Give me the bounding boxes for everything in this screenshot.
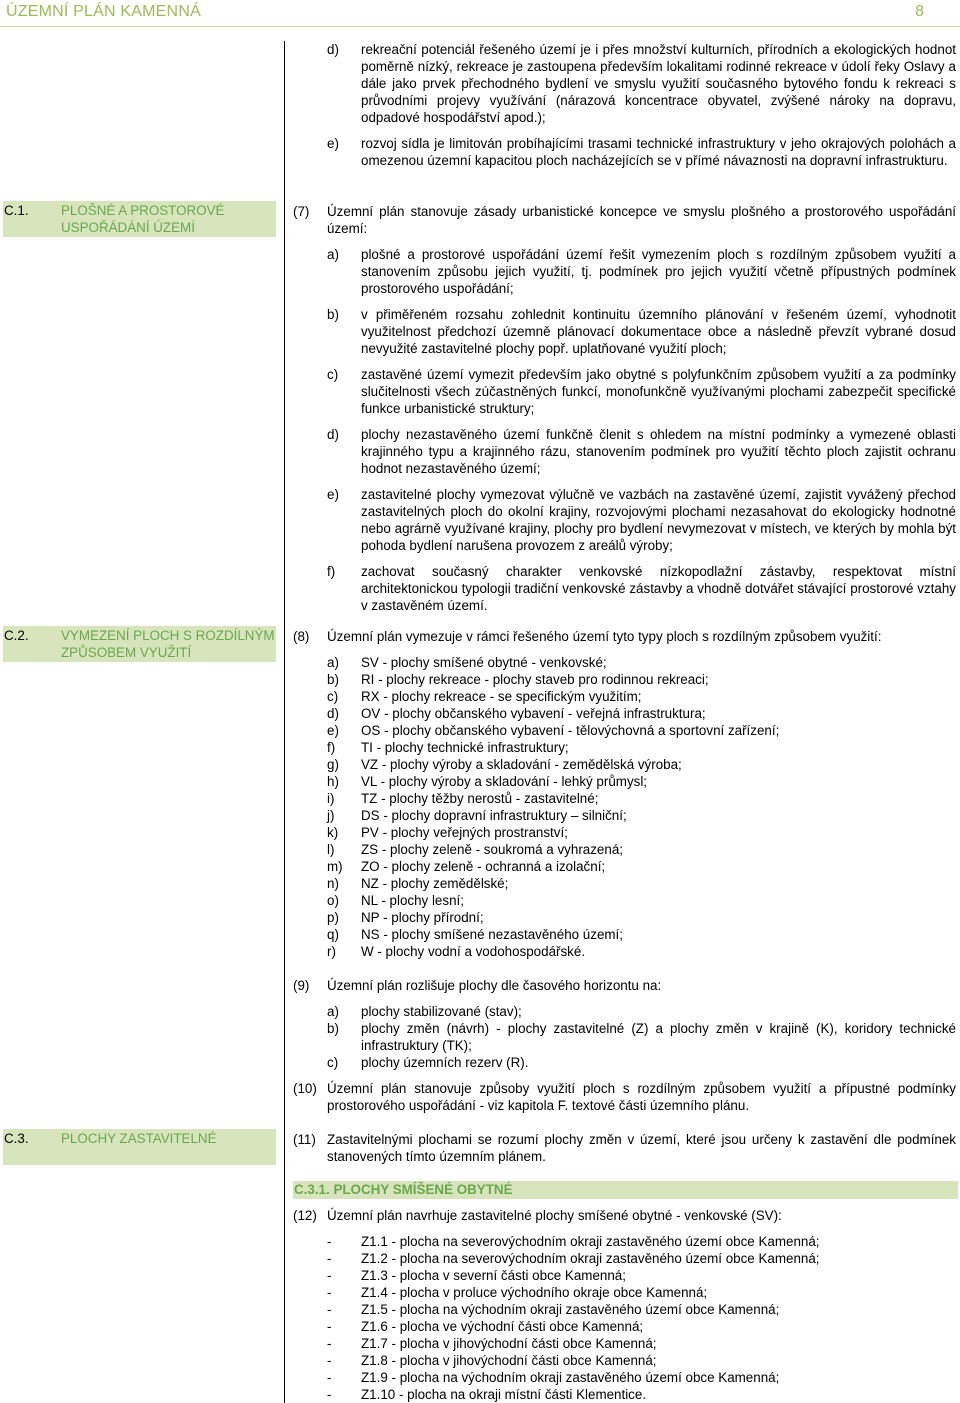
paragraph-number: (9) xyxy=(293,978,310,993)
list-item xyxy=(293,688,956,705)
section-heading-c3 xyxy=(3,1129,276,1165)
item-label: m) xyxy=(327,859,343,874)
item-label: e) xyxy=(327,487,339,502)
item-text: v přiměřeném rozsahu zohlednit kontinuitu územního plánování v řešeném území, vyhodnotit využitelnost předchozí územně plánovací dokumentace obce a následně převzít vybrané dosud nevyužité zastavitelné plochy popř. uplatňované využití ploch; xyxy=(361,307,956,356)
list-item xyxy=(293,654,956,671)
section-number: C.2. xyxy=(4,628,29,643)
list-item xyxy=(293,1250,956,1267)
list-item xyxy=(293,1284,956,1301)
item-label: c) xyxy=(327,1055,339,1070)
subsection-heading xyxy=(293,1181,958,1199)
item-text: RI - plochy rekreace - plochy staveb pro rodinnou rekreaci; xyxy=(361,672,709,687)
paragraph-7 xyxy=(293,203,956,614)
list-item xyxy=(293,858,956,875)
item-text: VZ - plochy výroby a skladování - zemědělská výroba; xyxy=(361,757,682,772)
list-item xyxy=(293,1233,956,1250)
item-label: k) xyxy=(327,825,339,840)
section-title: PLOCHY ZASTAVITELNÉ xyxy=(61,1131,217,1146)
paragraph-number: (12) xyxy=(293,1208,317,1223)
item-label: - xyxy=(327,1234,332,1249)
paragraph-number: (8) xyxy=(293,629,310,644)
list-item xyxy=(293,1267,956,1284)
item-label: f) xyxy=(327,740,336,755)
item-text: DS - plochy dopravní infrastruktury – silniční; xyxy=(361,808,627,823)
list-item xyxy=(293,807,956,824)
list-item xyxy=(293,41,956,126)
item-text: plochy územních rezerv (R). xyxy=(361,1055,529,1070)
paragraph-text: Územní plán stanovuje způsoby využití ploch s rozdílným způsobem využití a přípustné podmínky prostorového uspořádání - viz kapitola F. textové části územního plánu. xyxy=(327,1081,956,1113)
list-item xyxy=(293,1054,956,1071)
list-item xyxy=(293,705,956,722)
item-text: Z1.6 - plocha ve východní části obce Kamenná; xyxy=(361,1319,644,1334)
list-item xyxy=(293,1352,956,1369)
item-text: W - plochy vodní a vodohospodářské. xyxy=(361,944,586,959)
list-item xyxy=(293,486,956,554)
list-item xyxy=(293,943,956,960)
item-label: a) xyxy=(327,1004,339,1019)
paragraph-number: (7) xyxy=(293,204,310,219)
section-title: VYMEZENÍ PLOCH S ROZDÍLNÝM ZPŮSOBEM VYUŽITÍ xyxy=(61,628,275,660)
item-text: NP - plochy přírodní; xyxy=(361,910,484,925)
item-text: ZS - plochy zeleně - soukromá a vyhrazená; xyxy=(361,842,623,857)
list-item xyxy=(293,426,956,477)
paragraph-10 xyxy=(293,1080,956,1114)
item-text: Z1.1 - plocha na severovýchodním okraji zastavěného území obce Kamenná; xyxy=(361,1234,820,1249)
item-label: - xyxy=(327,1336,332,1351)
paragraph-number: (10) xyxy=(293,1081,317,1096)
paragraph-lead xyxy=(293,1080,956,1114)
list-item xyxy=(293,909,956,926)
item-label: l) xyxy=(327,842,335,857)
item-label: d) xyxy=(327,706,339,721)
item-label: e) xyxy=(327,723,339,738)
item-label: - xyxy=(327,1387,332,1402)
item-label: e) xyxy=(327,136,339,151)
paragraph-11 xyxy=(293,1131,956,1165)
paragraph-8 xyxy=(293,628,956,960)
item-text: TI - plochy technické infrastruktury; xyxy=(361,740,569,755)
page-number: 8 xyxy=(915,3,924,20)
item-text: zastavitelné plochy vymezovat výlučně ve vazbách na zastavěné území, zajistit vyvážený přechod zastavitelných ploch do okolní krajiny, rozvojovými plochami nezasahovat do ekologicky hodnotné nebo agrárně využívané krajiny, plochy pro bydlení nevymezovat v místech, ve kterých by mohla být pohoda bydlení narušena provozem z areálů výroby; xyxy=(361,487,956,553)
section-title: PLOŠNÉ A PROSTOROVÉ USPOŘÁDÁNÍ ÚZEMÍ xyxy=(61,203,225,235)
item-text: OV - plochy občanského vybavení - veřejná infrastruktura; xyxy=(361,706,706,721)
item-label: d) xyxy=(327,427,339,442)
item-text: Z1.10 - plocha na okraji místní části Klementice. xyxy=(361,1387,647,1402)
item-label: i) xyxy=(327,791,335,806)
item-text: rekreační potenciál řešeného území je i přes množství kulturních, přírodních a ekologických hodnot poměrně nízký, rekreace je zastoupena především lokalitami rodinné rekreace v údolí řeky Oslavy a dále jako prvek přechodného bydlení ve smyslu využití současného bytového fondu k rekreaci s průvodními projevy využívání (nárazová koncentrace obyvatel, zvýšené nároky na dopravu, odpadové hospodářství apod.); xyxy=(361,42,956,125)
paragraph-lead xyxy=(293,628,956,645)
list-item xyxy=(293,563,956,614)
paragraph-lead xyxy=(293,977,956,994)
item-label: p) xyxy=(327,910,339,925)
paragraph-text: Zastavitelnými plochami se rozumí plochy změn v území, které jsou určeny k zastavění dle podmínek stanovených tímto územním plánem. xyxy=(327,1132,956,1164)
item-label: q) xyxy=(327,927,339,942)
item-text: VL - plochy výroby a skladování - lehký průmysl; xyxy=(361,774,648,789)
intro-list xyxy=(293,41,956,169)
item-label: c) xyxy=(327,689,339,704)
paragraph-text: Územní plán rozlišuje plochy dle časového horizontu na: xyxy=(327,978,662,993)
item-label: - xyxy=(327,1353,332,1368)
list-item xyxy=(293,1369,956,1386)
item-label: b) xyxy=(327,672,339,687)
paragraph-text: Územní plán navrhuje zastavitelné plochy smíšené obytné - venkovské (SV): xyxy=(327,1208,782,1223)
item-text: rozvoj sídla je limitován probíhajícími trasami technické infrastruktury v jeho okrajových polohách a omezenou územní kapacitou ploch nacházejících se v přímé návaznosti na dopravní infrastrukturu. xyxy=(361,136,956,168)
item-label: - xyxy=(327,1319,332,1334)
item-label: h) xyxy=(327,774,339,789)
item-label: a) xyxy=(327,655,339,670)
item-text: OS - plochy občanského vybavení - tělovýchovná a sportovní zařízení; xyxy=(361,723,780,738)
document-title: ÚZEMNÍ PLÁN KAMENNÁ xyxy=(6,3,201,20)
section-heading-c2 xyxy=(3,626,276,662)
item-label: c) xyxy=(327,367,339,382)
item-label: - xyxy=(327,1251,332,1266)
list-item xyxy=(293,1301,956,1318)
item-label: n) xyxy=(327,876,339,891)
item-text: zastavěné území vymezit především jako obytné s polyfunkčním způsobem využití a za podmínky slučitelnosti všech zúčastněných funkcí, monofunkčně využívanými plochami zabezpečit specifické funkce urbanistické struktury; xyxy=(361,367,956,416)
item-label: - xyxy=(327,1268,332,1283)
list-item xyxy=(293,246,956,297)
paragraph-text: Územní plán stanovuje zásady urbanistické koncepce ve smyslu plošného a prostorového uspořádání území: xyxy=(327,204,956,236)
item-text: Z1.8 - plocha v jihovýchodní části obce Kamenná; xyxy=(361,1353,657,1368)
section-heading-c1 xyxy=(3,201,276,237)
list-item xyxy=(293,892,956,909)
list-item xyxy=(293,756,956,773)
paragraph-lead xyxy=(293,1131,956,1165)
list-item xyxy=(293,671,956,688)
item-text: Z1.5 - plocha na východním okraji zastavěného území obce Kamenná; xyxy=(361,1302,780,1317)
list-item xyxy=(293,135,956,169)
item-text: ZO - plochy zeleně - ochranná a izolační; xyxy=(361,859,606,874)
list-item xyxy=(293,1386,956,1403)
list-item xyxy=(293,306,956,357)
zastavitelne-plochy-list xyxy=(293,1233,956,1403)
list-item xyxy=(293,926,956,943)
item-text: Z1.9 - plocha na východním okraji zastavěného území obce Kamenná; xyxy=(361,1370,780,1385)
list-item xyxy=(293,1335,956,1352)
item-text: Z1.3 - plocha v severní části obce Kamenná; xyxy=(361,1268,626,1283)
list-item xyxy=(293,1318,956,1335)
paragraph-lead xyxy=(293,203,956,237)
item-text: Z1.2 - plocha na severovýchodním okraji zastavěného území obce Kamenná; xyxy=(361,1251,820,1266)
subsection-title: C.3.1. PLOCHY SMÍŠENÉ OBYTNÉ xyxy=(294,1182,513,1197)
item-label: o) xyxy=(327,893,339,908)
paragraph-number: (11) xyxy=(293,1132,316,1147)
item-text: Z1.7 - plocha v jihovýchodní části obce Kamenná; xyxy=(361,1336,657,1351)
land-use-types-list xyxy=(293,654,956,960)
item-label: g) xyxy=(327,757,339,772)
item-text: plochy stabilizované (stav); xyxy=(361,1004,522,1019)
page-header xyxy=(0,0,960,27)
item-label: f) xyxy=(327,564,336,579)
item-text: plochy změn (návrh) - plochy zastavitelné (Z) a plochy změn v krajině (K), koridory technické infrastruktury (TK); xyxy=(361,1021,956,1053)
item-text: NL - plochy lesní; xyxy=(361,893,464,908)
list-item xyxy=(293,366,956,417)
section-number: C.1. xyxy=(4,203,29,218)
paragraph-text: Územní plán vymezuje v rámci řešeného území tyto typy ploch s rozdílným způsobem využití: xyxy=(327,629,882,644)
list-item xyxy=(293,1020,956,1054)
item-label: b) xyxy=(327,1021,339,1036)
paragraph-9 xyxy=(293,977,956,1071)
item-label: r) xyxy=(327,944,336,959)
item-text: NS - plochy smíšené nezastavěného území; xyxy=(361,927,623,942)
item-label: d) xyxy=(327,42,339,57)
column-divider xyxy=(284,41,285,1403)
item-text: Z1.4 - plocha v proluce východního okraje obce Kamenná; xyxy=(361,1285,708,1300)
list-item xyxy=(293,739,956,756)
list-item xyxy=(293,824,956,841)
item-text: TZ - plochy těžby nerostů - zastavitelné; xyxy=(361,791,599,806)
list-item xyxy=(293,875,956,892)
item-label: - xyxy=(327,1285,332,1300)
item-text: plochy nezastavěného území funkčně členit s ohledem na místní podmínky a vymezené oblasti krajinného typu a krajinného rázu, stanovením podmínek pro využití těchto ploch zajistit ochranu hodnot nezastavěného území; xyxy=(361,427,956,476)
item-text: RX - plochy rekreace - se specifickým využitím; xyxy=(361,689,642,704)
section-number: C.3. xyxy=(4,1131,29,1146)
list-item xyxy=(293,790,956,807)
list-item xyxy=(293,722,956,739)
list-item xyxy=(293,841,956,858)
item-text: SV - plochy smíšené obytné - venkovské; xyxy=(361,655,607,670)
item-label: b) xyxy=(327,307,339,322)
item-text: plošné a prostorové uspořádání území řešit vymezením ploch s rozdílným způsobem využití a stanovením způsobu jejich využití, tj. podmínek pro jejich využití včetně přípustných podmínek prostorového uspořádání; xyxy=(361,247,956,296)
list-item xyxy=(293,1003,956,1020)
item-label: a) xyxy=(327,247,339,262)
list-item xyxy=(293,773,956,790)
item-text: PV - plochy veřejných prostranství; xyxy=(361,825,568,840)
item-label: j) xyxy=(327,808,335,823)
item-label: - xyxy=(327,1302,332,1317)
item-label: - xyxy=(327,1370,332,1385)
item-text: zachovat současný charakter venkovské nízkopodlažní zástavby, respektovat místní architektonickou typologii tradiční venkovské zástavby a vhodně dotvářet stávající prostorové vztahy v zastavěném území. xyxy=(361,564,956,613)
item-text: NZ - plochy zemědělské; xyxy=(361,876,509,891)
paragraph-lead xyxy=(293,1207,956,1224)
paragraph-12 xyxy=(293,1207,956,1403)
